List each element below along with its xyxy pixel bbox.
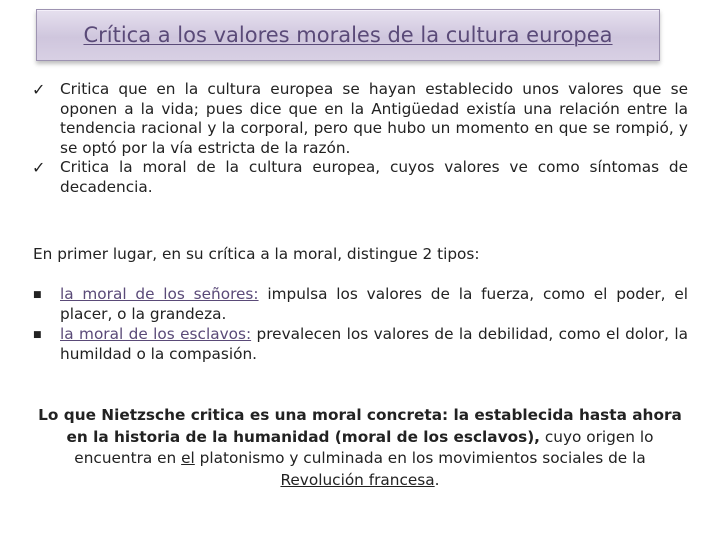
check-text: Critica que en la cultura europea se hayan establecido unos valores que se oponen a la vida; pues dice que en la Antigüedad existía una relación entre la tendencia racional y la corporal, pero que hubo un momento en que se rompió, y se optó por la vía estricta de la razón. bbox=[60, 80, 688, 157]
check-item bbox=[32, 158, 688, 197]
moral-type-label: la moral de los señores: bbox=[60, 285, 259, 303]
conclusion-part1: cuyo origen lo encuentra en bbox=[74, 427, 654, 467]
moral-types-list bbox=[33, 285, 688, 365]
square-bullet-icon: ■ bbox=[33, 290, 42, 300]
intro-text: En primer lugar, en su crítica a la moral, distingue 2 tipos: bbox=[33, 245, 480, 263]
moral-type-text: prevalecen los valores de la debilidad, como el dolor, la humildad o la compasión. bbox=[60, 325, 688, 363]
moral-type-text: impulsa los valores de la fuerza, como el poder, el placer, o la grandeza. bbox=[60, 285, 688, 323]
check-list bbox=[32, 80, 688, 197]
conclusion-el: el bbox=[181, 449, 195, 467]
check-text: Critica la moral de la cultura europea, cuyos valores ve como síntomas de decadencia. bbox=[60, 158, 688, 196]
title-banner bbox=[36, 9, 660, 61]
conclusion-bold: Lo que Nietzsche critica es una moral concreta: la establecida hasta ahora en la historia de la humanidad (moral de los esclavos), bbox=[38, 406, 682, 446]
check-item bbox=[32, 80, 688, 158]
check-icon: ✓ bbox=[32, 80, 46, 99]
conclusion-part2: platonismo y culminada en los movimientos sociales de la bbox=[194, 449, 646, 467]
moral-type-item bbox=[33, 285, 688, 324]
square-bullet-icon: ■ bbox=[33, 330, 42, 340]
conclusion-end: . bbox=[434, 470, 440, 489]
conclusion-paragraph bbox=[36, 405, 684, 491]
conclusion-revolucion: Revolución francesa bbox=[280, 470, 435, 489]
moral-type-label: la moral de los esclavos: bbox=[60, 325, 252, 343]
slide-title: Crítica a los valores morales de la cultura europea bbox=[83, 23, 613, 47]
check-icon: ✓ bbox=[32, 158, 46, 177]
moral-type-item bbox=[33, 325, 688, 364]
